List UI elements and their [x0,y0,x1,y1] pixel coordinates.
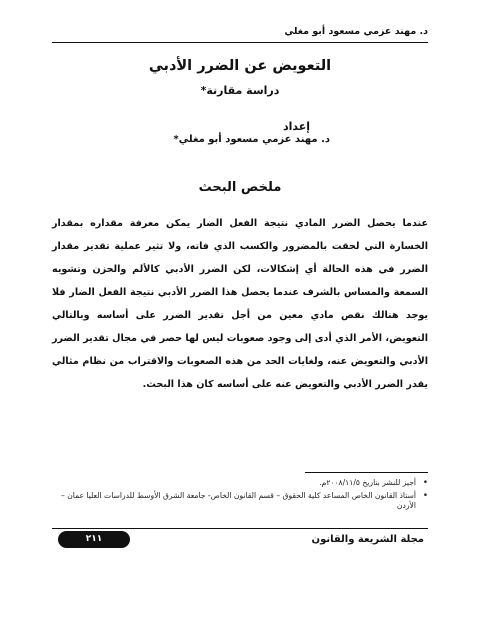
footnote-item: • أجيز للنشر بتاريخ ٢٠٠٨/١١/٥م. [52,478,428,488]
paper-subtitle: دراسة مقارنة* [200,84,280,97]
author-name: د. مهند عزمي مسعود أبو مغلي* [173,134,330,145]
footnote-separator [305,472,428,473]
footnotes [52,478,428,514]
title-block [52,58,428,97]
paper-title: التعويض عن الضرر الأدبي [148,58,332,74]
footer-rule [52,528,428,529]
abstract-heading: ملخص البحث [198,180,282,195]
prepared-by-label: إعداد [282,120,310,133]
abstract-body: عندما يحصل الضرر المادي نتيجة الفعل الضار يمكن معرفة مقداره بمقدار الخسارة التي لحقت بالمضرور والكسب الذي فاته، ولا تثير عملية تقدير مقدار الضرر في هذه الحالة أي إشكالات، لكن الضرر الأدبي كالألم والحزن وتشويه السمعة والمساس بالشرف عندما يحصل هذا الضرر الأدبي نتيجة الفعل الضار فلا يوجد هنالك نقص مادي معين من أجل تقدير الضرر على أساسه وبالتالي التعويض، الأمر الذي أدى إلى وجود صعوبات ليس لها حصر في مجال تقدير الضرر الأدبي والتعويض عنه، ولغايات الحد من هذه الصعوبات والاقتراب من نظام مثالي يقدر الضرر الأدبي والتعويض عنه على أساسه كان هذا البحث. [52,218,428,390]
journal-name: مجلة الشريعة والقانون [311,534,424,545]
page-number-badge: ٢١١ [58,531,130,548]
running-head: د. مهند عزمي مسعود أبو مغلي [52,26,428,43]
footnote-item: • أستاذ القانون الخاص المساعد كلية الحقوق – قسم القانون الخاص- جامعة الشرق الأوسط للدراسات العليا عمان – الأردن [52,491,428,511]
